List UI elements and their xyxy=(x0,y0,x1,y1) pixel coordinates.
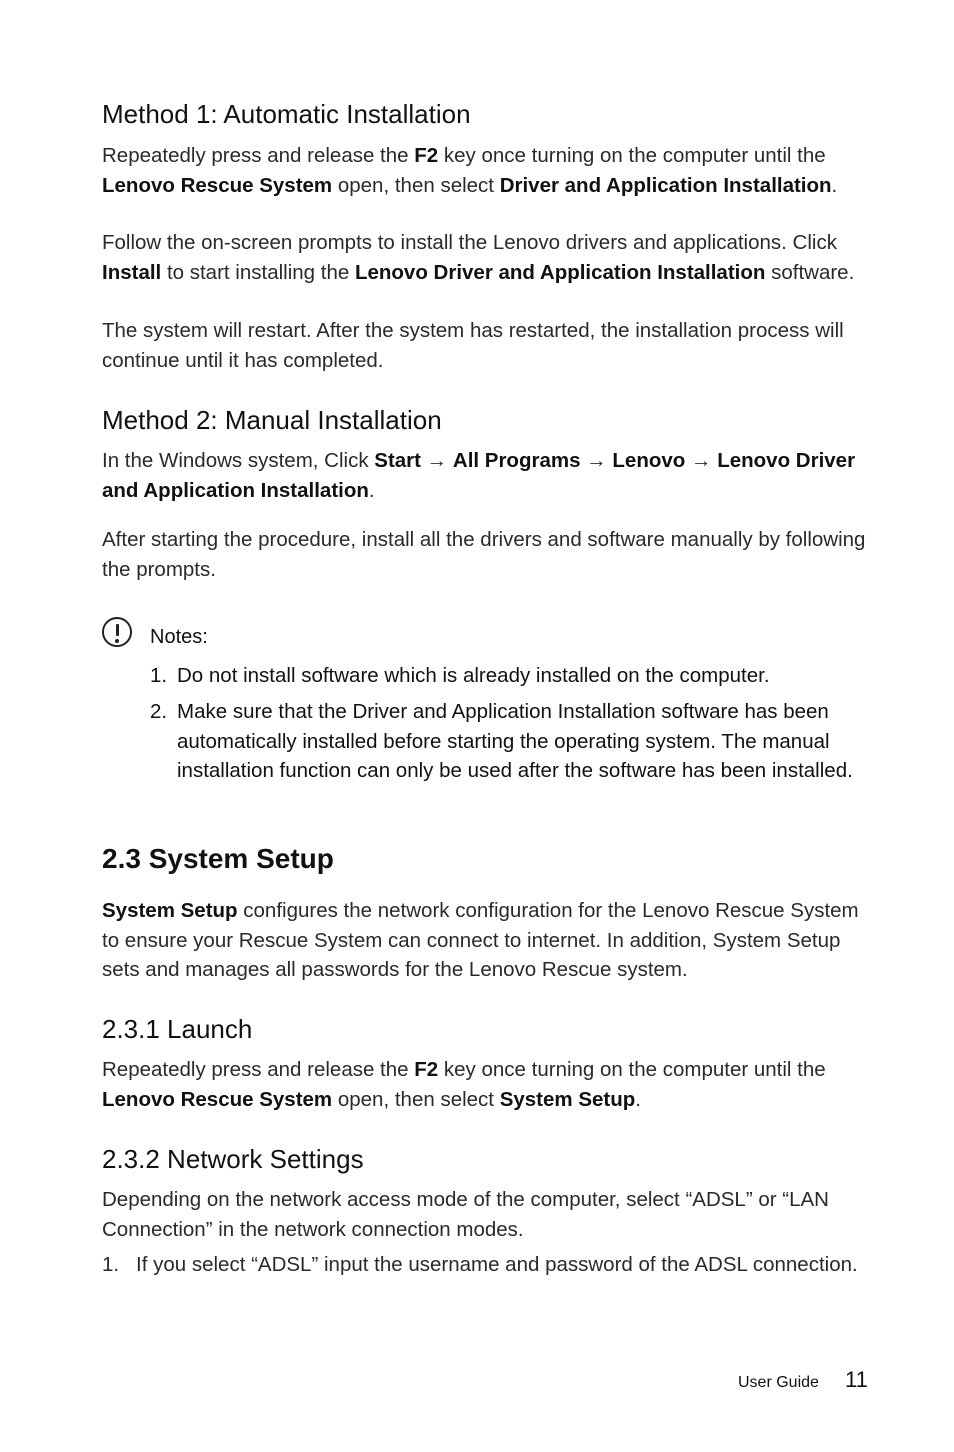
exclamation-circle-icon xyxy=(102,617,132,647)
section-2-3-1-paragraph: Repeatedly press and release the F2 key once turning on the computer until the Lenovo Rescue System open, then select System Setup. xyxy=(102,1058,826,1111)
section-2-3-1-heading: 2.3.1 Launch xyxy=(102,1014,253,1044)
method2-heading: Method 2: Manual Installation xyxy=(102,405,442,435)
note-text: Make sure that the Driver and Application Installation software has been automatically installed before starting the operating system. The manual installation function can only be used after the software has been installed. xyxy=(177,700,853,782)
list-item xyxy=(102,1250,877,1280)
note-number: 1. xyxy=(150,664,168,687)
notes-title: Notes: xyxy=(150,626,208,648)
list-number: 1. xyxy=(102,1253,120,1276)
method1-paragraph-1: Repeatedly press and release the F2 key once turning on the computer until the Lenovo Rescue System open, then select Driver and Application Installation. xyxy=(102,144,838,197)
method1-paragraph-2: Follow the on-screen prompts to install the Lenovo drivers and applications. Click Install to start installing the Lenovo Driver and Application Installation software. xyxy=(102,231,855,284)
section-2-3-paragraph: System Setup configures the network configuration for the Lenovo Rescue System to ensure your Rescue System can connect to internet. In addition, System Setup sets and manages all passwords for the Lenovo Rescue system. xyxy=(102,899,859,981)
method2-paragraph-1: In the Windows system, Click Start → All Programs → Lenovo → Lenovo Driver and Application Installation. xyxy=(102,449,856,502)
note-text: Do not install software which is already installed on the computer. xyxy=(177,664,770,687)
section-2-3-2-paragraph: Depending on the network access mode of the computer, select “ADSL” or “LAN Connection” in the network connection modes. xyxy=(102,1188,829,1241)
page-number: 11 xyxy=(845,1367,868,1392)
method1-heading: Method 1: Automatic Installation xyxy=(102,99,471,129)
method1-paragraph-3: The system will restart. After the system has restarted, the installation process will continue until it has completed. xyxy=(102,319,844,372)
note-number: 2. xyxy=(150,700,168,723)
list-text: If you select “ADSL” input the username and password of the ADSL connection. xyxy=(136,1253,858,1276)
note-item xyxy=(150,697,877,786)
note-item xyxy=(150,661,877,691)
method2-paragraph-2: After starting the procedure, install all the drivers and software manually by following the prompts. xyxy=(102,528,866,581)
footer-label: User Guide xyxy=(738,1374,819,1391)
section-2-3-2-heading: 2.3.2 Network Settings xyxy=(102,1144,364,1174)
section-2-3-heading: 2.3 System Setup xyxy=(102,843,334,874)
